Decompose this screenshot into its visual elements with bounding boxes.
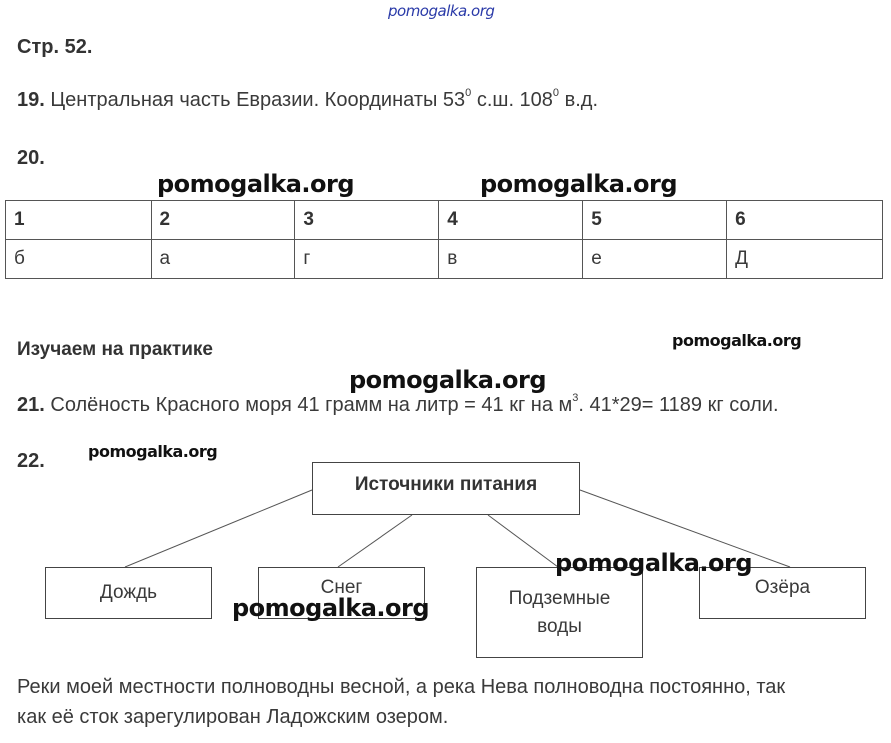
question-text: Центральная часть Евразии. Координаты 53 — [50, 89, 466, 111]
degree-mark: 0 — [465, 87, 472, 100]
table-cell: а — [151, 240, 295, 279]
diagram-node-rain: Дождь — [45, 567, 212, 619]
watermark: pomogalka.org — [555, 549, 753, 577]
table-header-cell: 6 — [727, 201, 883, 240]
section-title: Изучаем на практике — [17, 339, 213, 360]
table-header-cell: 5 — [583, 201, 727, 240]
watermark-top[interactable]: pomogalka.org — [388, 2, 495, 20]
connector-line — [125, 490, 312, 567]
conclusion-line-1: Реки моей местности полноводны весной, а река Нева полноводна постоянно, так — [17, 676, 786, 698]
watermark: pomogalka.org — [88, 442, 218, 461]
table-header-cell: 4 — [439, 201, 583, 240]
table-cell: е — [583, 240, 727, 279]
page-label: Стр. 52. — [17, 36, 93, 58]
question-22-number: 22. — [17, 450, 45, 472]
question-text: Солёность Красного моря 41 грамм на литр = 41 кг на м — [50, 394, 573, 416]
table-header-cell: 1 — [6, 201, 152, 240]
diagram-root-node: Источники питания — [312, 462, 580, 515]
question-number: 19. — [17, 89, 45, 111]
watermark: pomogalka.org — [672, 331, 802, 350]
table-cell: Д — [727, 240, 883, 279]
question-text: в.д. — [559, 89, 599, 111]
conclusion-line-2: как её сток зарегулирован Ладожским озером. — [17, 706, 449, 728]
connector-line — [488, 515, 558, 567]
connector-line — [338, 515, 412, 567]
diagram-node-snow: Снег — [258, 567, 425, 619]
question-number: 21. — [17, 394, 45, 416]
cube-mark: 3 — [572, 392, 579, 405]
question-text: . 41*29= 1189 кг соли. — [578, 394, 779, 416]
degree-mark: 0 — [552, 87, 560, 100]
table-cell: г — [295, 240, 439, 279]
table-header-cell: 2 — [151, 201, 295, 240]
watermark: pomogalka.org — [232, 594, 430, 622]
table-header-cell: 3 — [295, 201, 439, 240]
table-cell: в — [439, 240, 583, 279]
watermark: pomogalka.org — [480, 170, 678, 198]
watermark: pomogalka.org — [157, 170, 355, 198]
question-text: с.ш. 108 — [471, 89, 553, 111]
diagram-node-groundwater: Подземные воды — [476, 567, 643, 658]
question-20-number: 20. — [17, 147, 45, 169]
diagram-node-lakes: Озёра — [699, 567, 866, 619]
watermark: pomogalka.org — [349, 366, 547, 394]
table-cell: б — [6, 240, 152, 279]
